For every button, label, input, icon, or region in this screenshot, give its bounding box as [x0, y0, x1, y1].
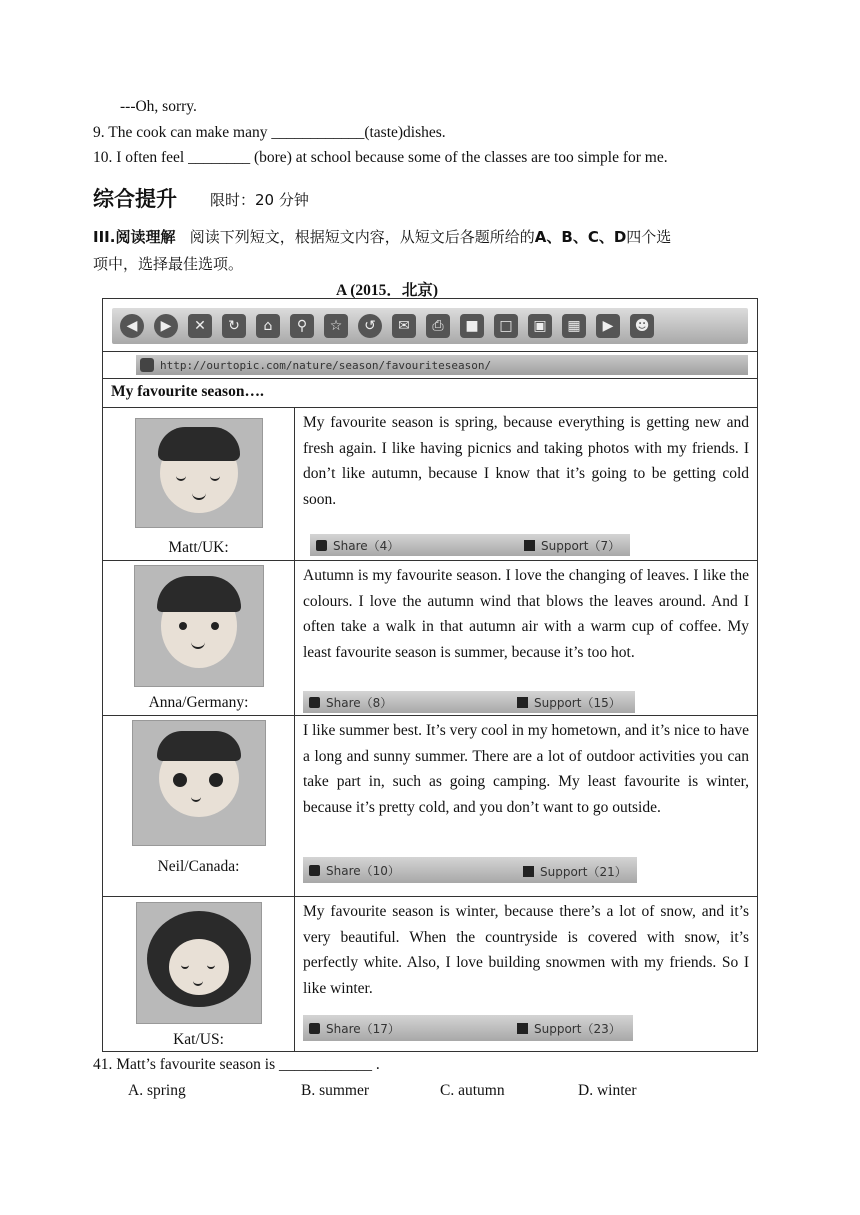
- option-b: B. summer: [301, 1082, 370, 1099]
- thumbs-up-icon: [523, 866, 534, 877]
- support-button[interactable]: Support（23）: [517, 1020, 621, 1037]
- discuss-icon[interactable]: □: [494, 314, 518, 338]
- option-d: D. winter: [578, 1082, 637, 1099]
- refresh-icon[interactable]: ↻: [222, 314, 246, 338]
- media-icon[interactable]: ▶: [596, 314, 620, 338]
- avatar: [136, 902, 262, 1024]
- post-text-cell: [295, 897, 758, 1052]
- edit-icon[interactable]: ■: [460, 314, 484, 338]
- instruction-part1: 阅读下列短文，根据短文内容，从短文后各题所给的: [189, 228, 535, 246]
- thumbs-up-icon: [517, 697, 528, 708]
- post-row: [103, 716, 758, 897]
- print-icon[interactable]: ⎙: [426, 314, 450, 338]
- post-row: [103, 897, 758, 1052]
- post-action-bar: [303, 1015, 633, 1041]
- post-text: My favourite season is spring, because everything is getting new and fresh again. I like having picnics and taking photos with my friends. I don’t like autumn, because I know that it’s going to be getting cold soon.: [303, 414, 749, 509]
- people-icon[interactable]: ☻: [630, 314, 654, 338]
- favorites-icon[interactable]: ☆: [324, 314, 348, 338]
- research-icon[interactable]: ▦: [562, 314, 586, 338]
- post-row: [103, 561, 758, 716]
- forum-table: [102, 298, 758, 1052]
- stop-icon[interactable]: ✕: [188, 314, 212, 338]
- reading-instruction-line2: 项中，选择最佳选项。: [93, 255, 244, 273]
- messenger-icon[interactable]: ▣: [528, 314, 552, 338]
- address-row: [103, 352, 758, 379]
- question-9: 9. The cook can make many ____________(taste)dishes.: [93, 124, 446, 141]
- address-bar[interactable]: [136, 355, 748, 375]
- post-photo-cell: [103, 408, 295, 561]
- post-text-cell: [295, 716, 758, 897]
- post-photo-cell: [103, 897, 295, 1052]
- instruction-part2: 四个选: [626, 228, 672, 246]
- heart-icon: [309, 697, 320, 708]
- post-text: My favourite season is winter, because there’s a lot of snow, and it’s very beautiful. When the countryside is covered with snow, it’s perfectly white. Also, I love building snowmen with my friends. So I like winter.: [303, 903, 749, 998]
- post-row: [103, 408, 758, 561]
- post-action-bar: [303, 857, 637, 883]
- reading-label: III.阅读理解: [93, 228, 176, 246]
- reading-instruction: [93, 226, 671, 247]
- heart-icon: [316, 540, 327, 551]
- question-10: 10. I often feel ________ (bore) at school because some of the classes are too simple for me.: [93, 149, 668, 166]
- support-button[interactable]: Support（21）: [523, 863, 627, 880]
- avatar: [132, 720, 266, 846]
- poster-name: Anna/Germany:: [148, 694, 249, 711]
- post-text: I like summer best. It’s very cool in my hometown, and it’s nice to have a long and sunny summer. There are a lot of outdoor activities you can take part in, such as going camping. My least favourite is winter, because it’s pretty cold, and you don’t want to go outside.: [303, 722, 749, 817]
- forward-icon[interactable]: ▶: [154, 314, 178, 338]
- thumbs-up-icon: [524, 540, 535, 551]
- time-limit: 限时：20 分钟: [210, 191, 309, 209]
- question-41: 41. Matt’s favourite season is ____________ .: [93, 1056, 380, 1073]
- heart-icon: [309, 1023, 320, 1034]
- home-icon[interactable]: ⌂: [256, 314, 280, 338]
- heart-icon: [309, 865, 320, 876]
- poster-name: Neil/Canada:: [157, 858, 240, 875]
- share-button[interactable]: Share（17）: [309, 1020, 400, 1037]
- thumbs-up-icon: [517, 1023, 528, 1034]
- option-c: C. autumn: [440, 1082, 505, 1099]
- poster-name: Kat/US:: [173, 1031, 224, 1048]
- instruction-letters: A、B、C、D: [534, 228, 627, 246]
- browser-toolbar: [103, 299, 758, 352]
- post-text-cell: [295, 408, 758, 561]
- post-text-cell: [295, 561, 758, 716]
- share-button[interactable]: Share（10）: [309, 862, 400, 879]
- support-button[interactable]: Support（7）: [524, 537, 620, 554]
- poster-name: Matt/UK:: [168, 539, 229, 556]
- mail-icon[interactable]: ✉: [392, 314, 416, 338]
- share-button[interactable]: Share（4）: [316, 537, 399, 554]
- table-heading: My favourite season….: [103, 379, 758, 408]
- post-photo-cell: [103, 561, 295, 716]
- dialogue-line: ---Oh, sorry.: [120, 98, 197, 115]
- history-icon[interactable]: ↺: [358, 314, 382, 338]
- post-text: Autumn is my favourite season. I love the changing of leaves. I like the colours. I love the autumn wind that blows the leaves around. And I often take a walk in that autumn air with a warm cup of coffee. My least favourite season is summer, because it’s too hot.: [303, 567, 749, 662]
- post-photo-cell: [103, 716, 295, 897]
- support-button[interactable]: Support（15）: [517, 694, 621, 711]
- back-icon[interactable]: ◀: [120, 314, 144, 338]
- address-url: http://ourtopic.com/nature/season/favouriteseason/: [160, 358, 492, 372]
- passage-title: A (2015．北京): [336, 282, 439, 299]
- share-button[interactable]: Share（8）: [309, 694, 392, 711]
- option-a: A. spring: [128, 1082, 186, 1099]
- avatar: [134, 565, 264, 687]
- section-title: 综合提升: [93, 187, 177, 211]
- avatar: [135, 418, 263, 528]
- toolbar-strip: [112, 308, 748, 344]
- post-action-bar: [303, 691, 635, 713]
- page-icon: [140, 358, 154, 372]
- post-action-bar: [310, 534, 630, 556]
- search-icon[interactable]: ⚲: [290, 314, 314, 338]
